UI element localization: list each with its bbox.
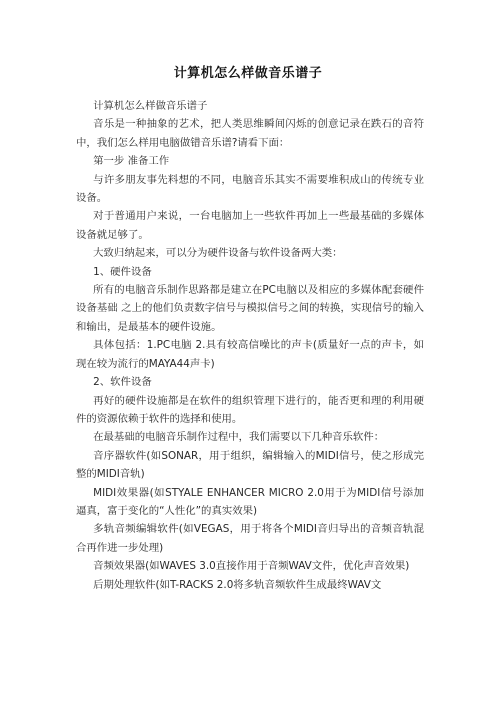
paragraph-subtitle: 计算机怎么样做音乐谱子 bbox=[93, 100, 208, 112]
document-title: 计算机怎么样做音乐谱子 bbox=[173, 66, 323, 81]
paragraph: 具体包括：1.PC电脑 2.具有较高信噪比的声卡(质量好一点的声卡，如现在较为流行的MAYA44声卡) bbox=[76, 339, 424, 370]
paragraph: 在最基础的电脑音乐制作过程中，我们需要以下几种音乐软件： bbox=[93, 431, 385, 444]
paragraph-list-item: 后期处理软件(如T-RACKS 2.0将多轨音频软件生成最终WAV文 bbox=[93, 578, 382, 591]
paragraph: 与许多朋友事先料想的不同，电脑音乐其实不需要堆积成山的传统专业设备。 bbox=[76, 173, 424, 205]
paragraph-software-heading: 2、软件设备 bbox=[93, 376, 152, 389]
paragraph-list-item: MIDI效果器(如STYALE ENHANCER MICRO 2.0用于为MIDI信号添加逼真，富于变化的“人性化”的真实效果) bbox=[76, 486, 424, 517]
paragraph: 再好的硬件设施都是在软件的组织管理下进行的，能否更和理的利用硬件的资源依赖于软件的选择和使用。 bbox=[76, 394, 424, 425]
document-body bbox=[76, 97, 424, 594]
paragraph-list-item: 音序器软件(如SONAR，用于组织，编辑输入的MIDI信号，使之形成完整的MIDI音轨) bbox=[76, 449, 424, 481]
paragraph-intro: 音乐是一种抽象的艺术，把人类思维瞬间闪烁的创意记录在跌石的音符中，我们怎么样用电脑做错音乐谱?请看下面： bbox=[76, 118, 424, 149]
paragraph-list-item: 多轨音频编辑软件(如VEGAS，用于将各个MIDI音归导出的音频音轨混合再作进一步处理) bbox=[76, 523, 424, 554]
paragraph-step-one-heading: 第一步 准备工作 bbox=[93, 155, 170, 168]
paragraph-list-item: 音频效果器(如WAVES 3.0直接作用于音频WAV文件，优化声音效果) bbox=[93, 560, 410, 573]
paragraph-hardware-heading: 1、硬件设备 bbox=[93, 265, 152, 278]
paragraph: 所有的电脑音乐制作思路都是建立在PC电脑以及相应的多媒体配套硬件设备基础 之上的他们负责数字信号与模拟信号之间的转换，实现信号的输入和输出，是最基本的硬件设施。 bbox=[76, 284, 424, 333]
paragraph: 大致归纳起来，可以分为硬件设备与软件设备两大类： bbox=[93, 247, 343, 260]
paragraph: 对于普通用户来说，一台电脑加上一些软件再加上一些最基础的多媒体设备就足够了。 bbox=[76, 210, 424, 241]
